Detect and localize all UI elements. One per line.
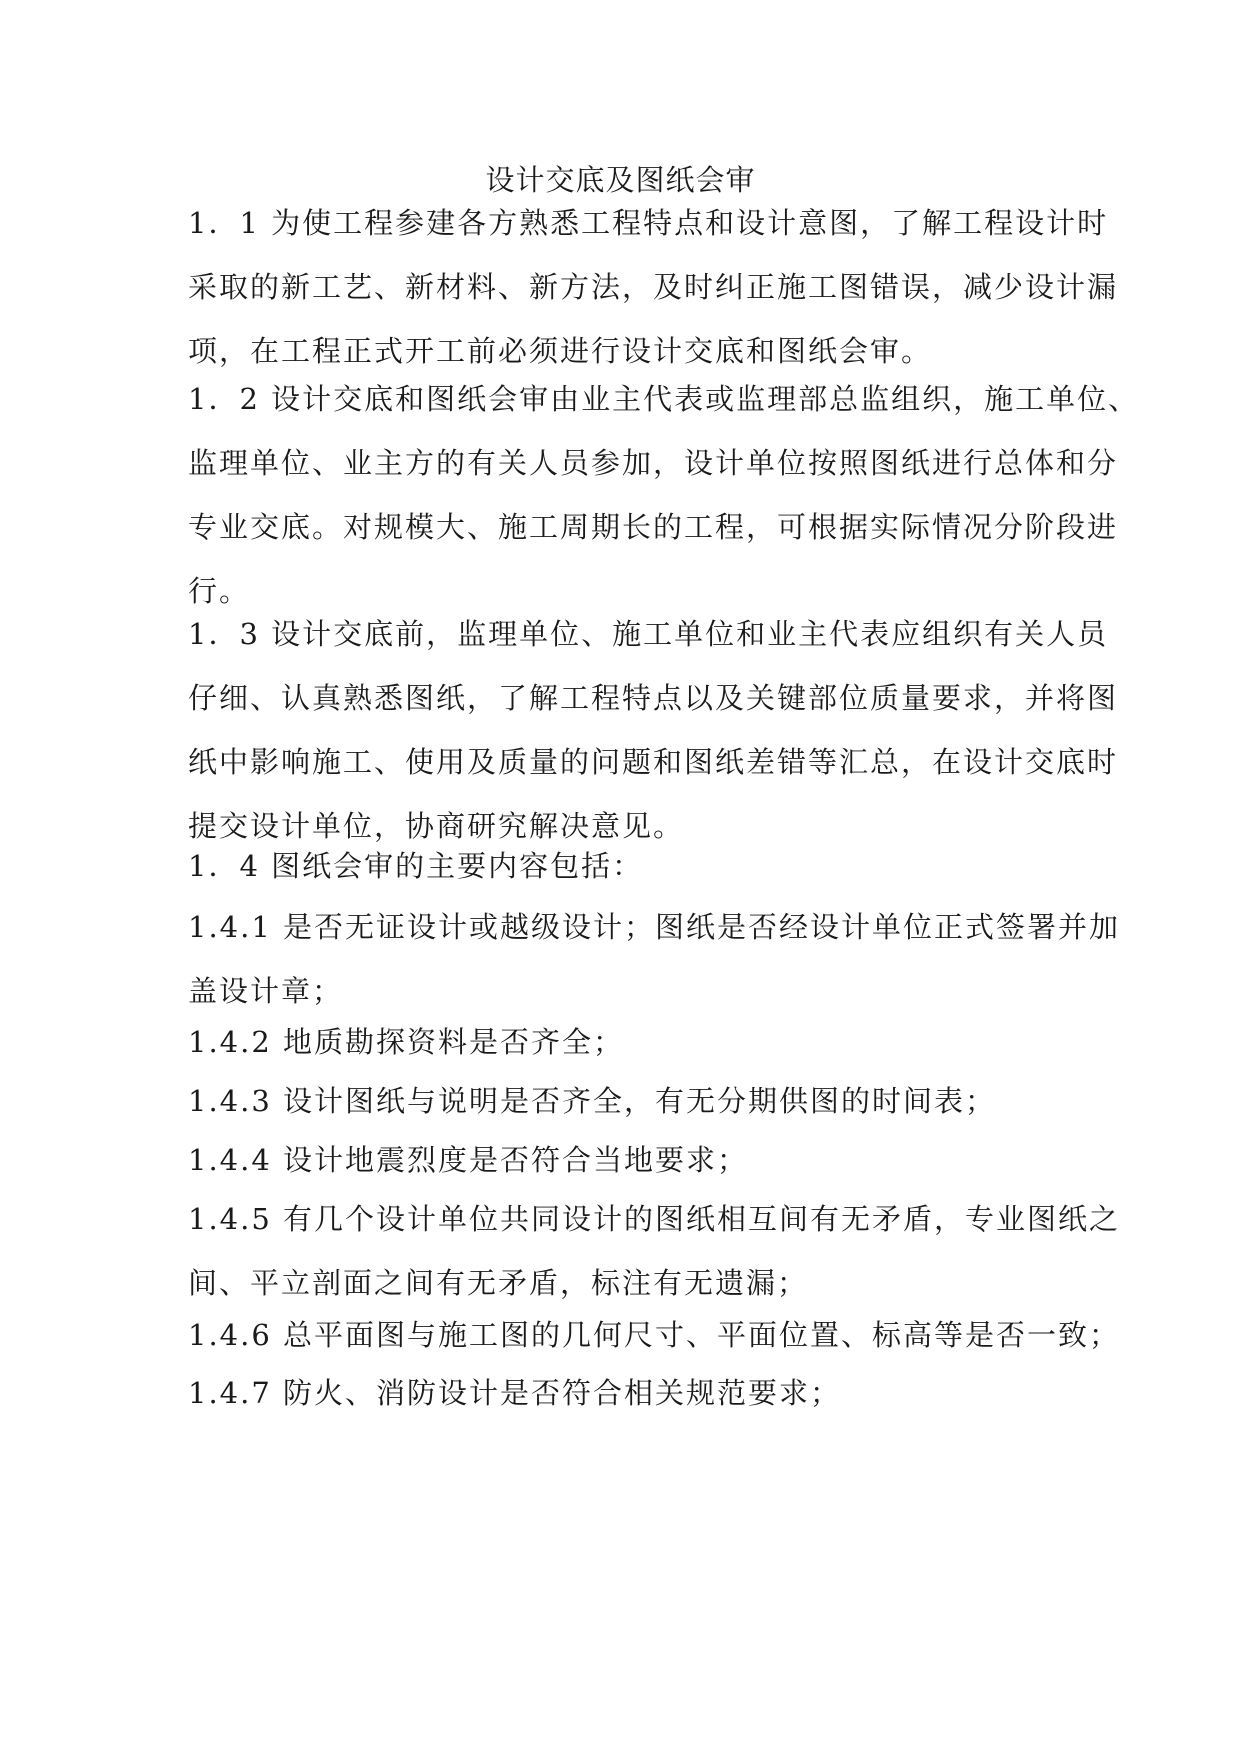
paragraph-1-4-3: [188, 1069, 1068, 1133]
text-line: 1.4.3 设计图纸与说明是否齐全，有无分期供图的时间表；: [188, 1084, 997, 1118]
text-line: 1．3 设计交底前，监理单位、施工单位和业主代表应组织有关人员: [188, 617, 1109, 651]
text-line: 专业交底。对规模大、施工周期长的工程，可根据实际情况分阶段进: [188, 510, 1119, 544]
text-line: 1．4 图纸会审的主要内容包括：: [188, 849, 644, 883]
text-line: 1.4.4 设计地震烈度是否符合当地要求；: [188, 1143, 749, 1177]
text-line: 仔细、认真熟悉图纸，了解工程特点以及关键部位质量要求，并将图: [188, 681, 1119, 715]
paragraph-1-4-5: [188, 1187, 1121, 1315]
paragraph-1-4-6: [188, 1303, 1121, 1367]
paragraph-1-4-7: [188, 1361, 1068, 1425]
text-line: 1.4.5 有几个设计单位共同设计的图纸相互间有无矛盾，专业图纸之: [188, 1202, 1121, 1236]
text-line: 1.4.2 地质勘探资料是否齐全；: [188, 1025, 625, 1059]
paragraph-1-3: [188, 602, 1119, 858]
paragraph-1-1: [188, 191, 1119, 383]
paragraph-1-4: [188, 834, 1068, 898]
text-line: 盖设计章；: [188, 974, 344, 1008]
text-line: 提交设计单位，协商研究解决意见。: [188, 809, 685, 843]
paragraph-1-2: [188, 367, 1140, 623]
text-line: 1.4.1 是否无证设计或越级设计；图纸是否经设计单位正式签署并加: [188, 910, 1121, 944]
text-line: 采取的新工艺、新材料、新方法，及时纠正施工图错误，减少设计漏: [188, 270, 1119, 304]
paragraph-1-4-1: [188, 895, 1121, 1023]
text-line: 1.4.7 防火、消防设计是否符合相关规范要求；: [188, 1376, 842, 1410]
text-line: 1．1 为使工程参建各方熟悉工程特点和设计意图，了解工程设计时: [188, 206, 1109, 240]
text-line: 项，在工程正式开工前必须进行设计交底和图纸会审。: [188, 334, 933, 368]
text-line: 1.4.6 总平面图与施工图的几何尺寸、平面位置、标高等是否一致；: [188, 1318, 1121, 1352]
paragraph-1-4-4: [188, 1128, 1068, 1192]
document-title: 设计交底及图纸会审: [485, 163, 756, 197]
text-line: 1．2 设计交底和图纸会审由业主代表或监理部总监组织，施工单位、: [188, 382, 1140, 416]
text-line: 纸中影响施工、使用及质量的问题和图纸差错等汇总，在设计交底时: [188, 745, 1119, 779]
text-line: 间、平立剖面之间有无矛盾，标注有无遗漏；: [188, 1266, 809, 1300]
text-line: 行。: [188, 574, 251, 608]
paragraph-1-4-2: [188, 1010, 1068, 1074]
text-line: 监理单位、业主方的有关人员参加，设计单位按照图纸进行总体和分: [188, 446, 1119, 480]
